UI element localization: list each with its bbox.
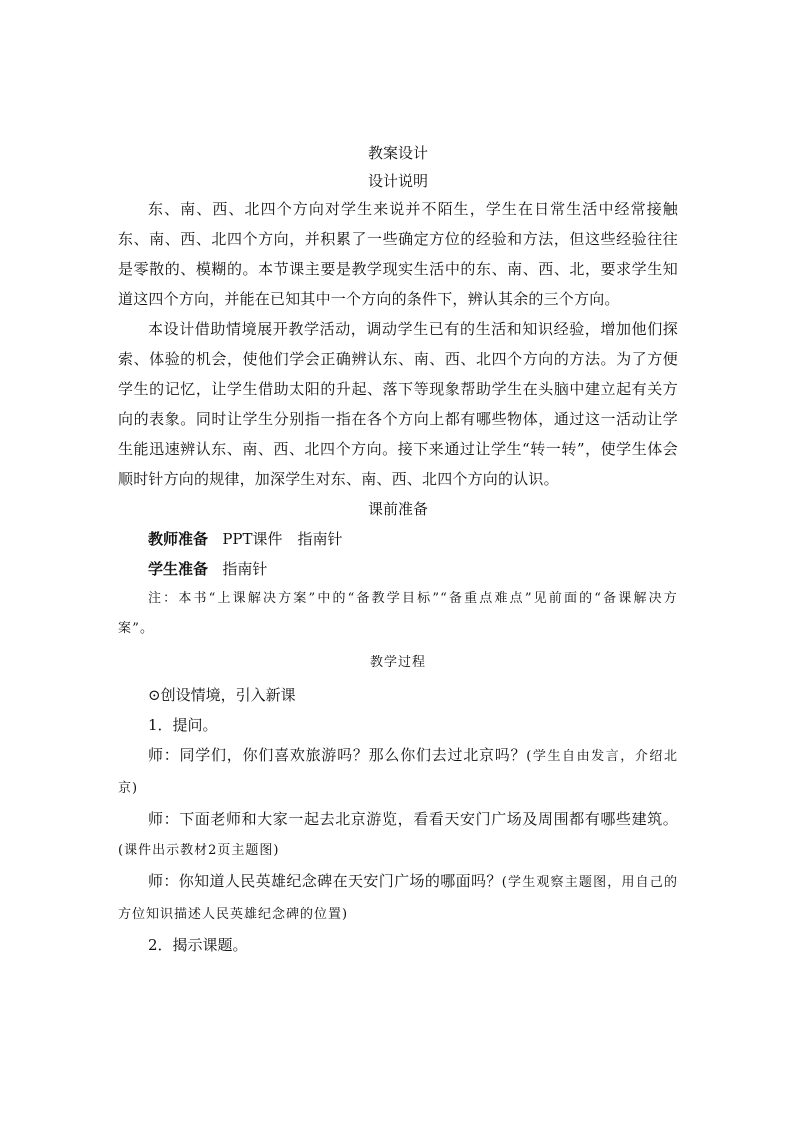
step-2: 2．揭示课题。 xyxy=(148,936,248,954)
teacher-prep-items: PPT课件 指南针 xyxy=(222,530,343,548)
teacher-prep-label: 教师准备 xyxy=(148,530,209,548)
student-prep-items: 指南针 xyxy=(222,560,268,578)
teacher-question-1-text: 师：同学们，你们喜欢旅游吗？那么你们去过北京吗？ xyxy=(148,746,527,764)
section-heading-preparation: 课前准备 xyxy=(367,500,428,518)
teacher-question-1-note: (学生自由发言，介绍北京) xyxy=(118,749,678,796)
teacher-prep-line xyxy=(118,524,678,554)
teacher-question-2 xyxy=(118,804,678,866)
section-heading-process: 教学过程 xyxy=(369,655,426,670)
teacher-question-2-text: 师：下面老师和大家一起去北京游览，看看天安门广场及周围都有哪些建筑。 xyxy=(148,810,678,828)
student-prep-label: 学生准备 xyxy=(148,560,209,578)
document-content xyxy=(118,140,678,960)
teacher-question-1 xyxy=(118,740,678,804)
teacher-question-3-note: (学生观察主题图，用自己的方位知识描述人民英雄纪念碑的位置) xyxy=(118,875,679,922)
teacher-question-3-text: 师：你知道人民英雄纪念碑在天安门广场的哪面吗？ xyxy=(148,872,502,890)
paragraph-design-notes-2: 本设计借助情境展开教学活动，调动学生已有的生活和知识经验，增加他们探索、体验的机会，使他们学会正确辨认东、南、西、北四个方向的方法。为了方便学生的记忆，让学生借助太阳的升起、落下等现象帮助学生在头脑中建立起有关方向的表象。同时让学生分别指一指在各个方向上都有哪些物体，通过这一活动让学生能迅速辨认东、南、西、北四个方向。接下来通过让学生“转一转”，使学生体会顺时针方向的规律，加深学生对东、南、西、北四个方向的认识。 xyxy=(118,320,678,488)
step-1: 1．提问。 xyxy=(148,716,218,734)
document-title: 教案设计 xyxy=(367,144,428,162)
section-heading-design-notes: 设计说明 xyxy=(367,172,428,190)
subsection-create-context: ⊙创设情境，引入新课 xyxy=(148,686,296,704)
student-prep-line xyxy=(118,554,678,584)
paragraph-design-notes-1: 东、南、西、北四个方向对学生来说并不陌生，学生在日常生活中经常接触东、南、西、北四个方向，并积累了一些确定方位的经验和方法，但这些经验往往是零散的、模糊的。本节课主要是教学现实生活中的东、南、西、北，要求学生知道这四个方向，并能在已知其中一个方向的条件下，辨认其余的三个方向。 xyxy=(118,200,678,308)
teacher-question-2-note: (课件出示教材2页主题图) xyxy=(118,843,280,858)
footnote-note: 注：本书“上课解决方案”中的“备教学目标”“备重点难点”见前面的“备课解决方案”。 xyxy=(118,591,678,636)
teacher-question-3 xyxy=(118,866,678,930)
